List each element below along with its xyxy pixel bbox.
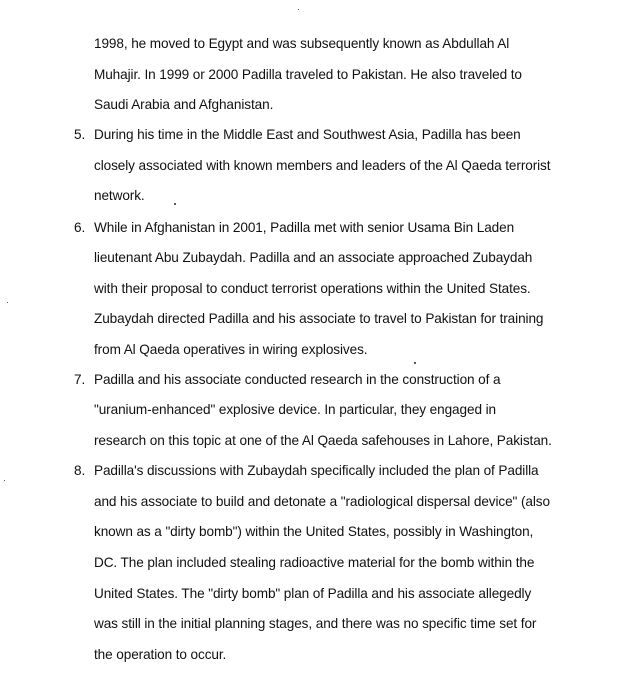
text-line: lieutenant Abu Zubaydah. Padilla and an associate approached Zubaydah	[94, 250, 533, 265]
text-line: United States. The "dirty bomb" plan of Padilla and his associate allegedly	[94, 586, 532, 601]
text-line: Padilla and his associate conducted research in the construction of a	[94, 372, 501, 387]
text-line: Muhajir. In 1999 or 2000 Padilla traveled to Pakistan. He also traveled to	[94, 67, 522, 82]
scan-speck	[414, 362, 416, 364]
text-line: research on this topic at one of the Al Qaeda safehouses in Lahore, Pakistan.	[94, 433, 552, 448]
text-line: closely associated with known members and leaders of the Al Qaeda terrorist	[94, 158, 551, 173]
text-line: "uranium-enhanced" explosive device. In particular, they engaged in	[94, 402, 496, 417]
text-line: network.	[94, 188, 145, 203]
item-number: 5.	[74, 127, 86, 142]
item-number: 6.	[74, 220, 86, 235]
text-line: During his time in the Middle East and Southwest Asia, Padilla has been	[94, 127, 521, 142]
text-line: Zubaydah directed Padilla and his associate to travel to Pakistan for training	[94, 311, 544, 326]
scan-speck	[4, 480, 5, 481]
text-line: the operation to occur.	[94, 647, 227, 662]
text-line: Saudi Arabia and Afghanistan.	[94, 97, 274, 112]
scan-speck	[7, 302, 8, 303]
text-line: Padilla's discussions with Zubaydah specifically included the plan of Padilla	[94, 463, 539, 478]
scan-speck	[298, 9, 299, 10]
text-line: was still in the initial planning stages, and there was no specific time set for	[94, 616, 537, 631]
text-line: and his associate to build and detonate a "radiological dispersal device" (also	[94, 494, 550, 509]
text-line: 1998, he moved to Egypt and was subsequently known as Abdullah Al	[94, 36, 510, 51]
scan-speck	[174, 203, 176, 205]
item-number: 7.	[74, 372, 86, 387]
text-line: DC. The plan included stealing radioactive material for the bomb within the	[94, 555, 535, 570]
text-line: from Al Qaeda operatives in wiring explosives.	[94, 342, 368, 357]
text-line: known as a "dirty bomb") within the United States, possibly in Washington,	[94, 524, 534, 539]
text-line: with their proposal to conduct terrorist operations within the United States.	[94, 281, 531, 296]
text-line: While in Afghanistan in 2001, Padilla met with senior Usama Bin Laden	[94, 220, 515, 235]
item-number: 8.	[74, 463, 86, 478]
